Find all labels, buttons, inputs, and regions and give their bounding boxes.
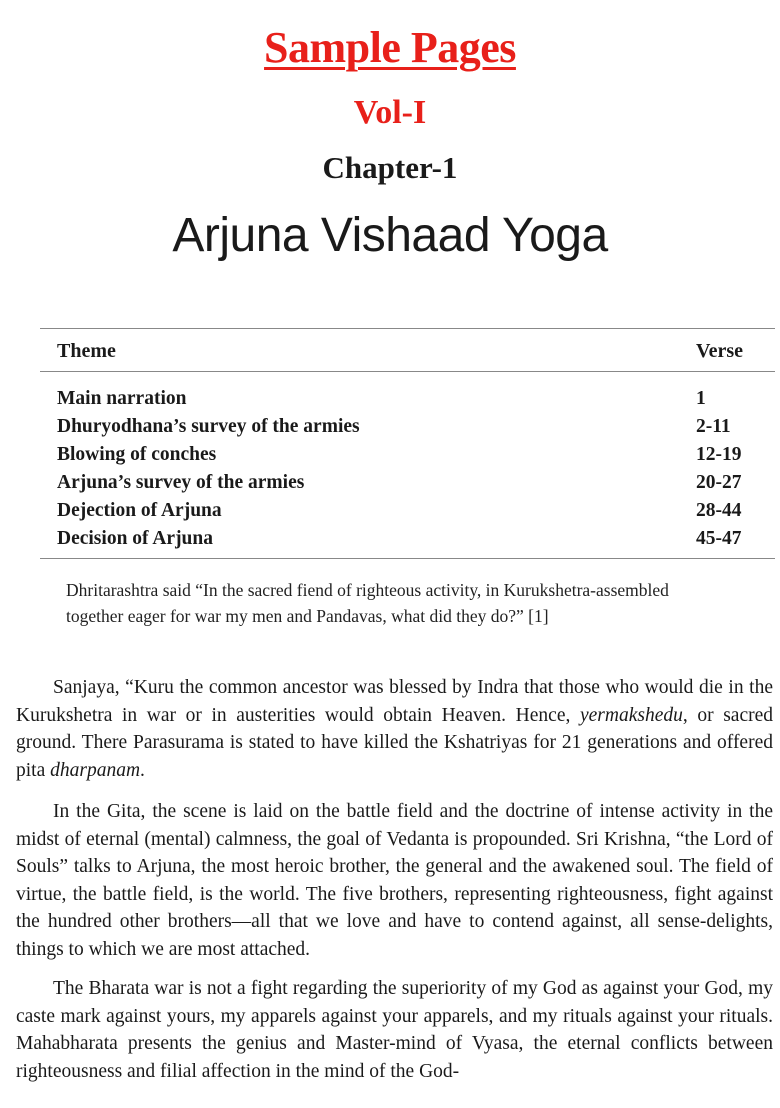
paragraph-1-text-b: , or sacred ground. There Parasurama is stated to have killed the Kshatriyas for 21 generations and offered pita xyxy=(16,704,773,781)
table-row xyxy=(57,525,775,553)
verse-cell: 28-44 xyxy=(696,500,742,521)
theme-cell: Arjuna’s survey of the armies xyxy=(57,472,305,493)
chapter-title: Arjuna Vishaad Yoga xyxy=(172,209,608,262)
table-row xyxy=(57,441,775,469)
table-bottom-rule xyxy=(40,558,775,559)
verse-cell: 12-19 xyxy=(696,444,742,465)
table-row xyxy=(57,413,775,441)
table-header-rule xyxy=(40,371,775,372)
paragraph-1-text-a: Sanjaya, “Kuru the common ancestor was blessed by Indra that those who would die in the Kurukshetra in war or in austerities would obtain Heaven. Hence, xyxy=(16,677,773,726)
paragraph-1-term-b: dharpanam xyxy=(50,759,141,781)
chapter-heading: Chapter-1 xyxy=(322,150,458,185)
paragraph-1 xyxy=(16,674,773,784)
verse-cell: 2-11 xyxy=(696,416,731,437)
theme-cell: Main narration xyxy=(57,388,187,409)
paragraph-2: In the Gita, the scene is laid on the battle field and the doctrine of intense activity in the midst of eternal (mental) calmness, the goal of Vedanta is propounded. Sri Krishna, “the Lord of Souls” talks to Arjuna, the most heroic brother, the general and the awakened soul. The field of virtue, the battle field, is the world. The five brothers, representing righteousness, fight against the hundred other brothers—all that we love and have to contend against, all sense-delights, things to which we are most attached. xyxy=(16,801,773,960)
verse-quote: Dhritarashtra said “In the sacred fiend of righteous activity, in Kurukshetra-assembled together eager for war my men and Pandavas, what did they do?” [1] xyxy=(66,580,669,626)
verse-column-header: Verse xyxy=(696,340,744,362)
paragraph-3: The Bharata war is not a fight regarding the superiority of my God as against your God, my caste mark against yours, my apparels against your apparels, and my rituals against your rituals. Mahabharata presents the genius and Master-mind of Vyasa, the eternal conflicts between righteousness and filial affection in the mind of the God- xyxy=(16,978,773,1082)
theme-cell: Blowing of conches xyxy=(57,444,217,465)
paragraph-1-term-a: yermakshedu xyxy=(579,704,683,726)
theme-cell: Dhuryodhana’s survey of the armies xyxy=(57,416,360,437)
table-row xyxy=(57,497,775,525)
table-row xyxy=(57,469,775,497)
theme-table-body xyxy=(57,385,775,553)
table-row xyxy=(57,385,775,413)
table-top-rule xyxy=(40,328,775,329)
theme-cell: Dejection of Arjuna xyxy=(57,500,222,521)
theme-cell: Decision of Arjuna xyxy=(57,528,213,549)
verse-cell: 20-27 xyxy=(696,472,742,493)
sample-pages-title: Sample Pages xyxy=(264,23,516,72)
verse-cell: 45-47 xyxy=(696,528,742,549)
paragraph-1-text-c: . xyxy=(140,759,145,781)
volume-heading: Vol-I xyxy=(353,94,427,131)
verse-cell: 1 xyxy=(696,388,706,409)
theme-column-header: Theme xyxy=(57,340,116,362)
